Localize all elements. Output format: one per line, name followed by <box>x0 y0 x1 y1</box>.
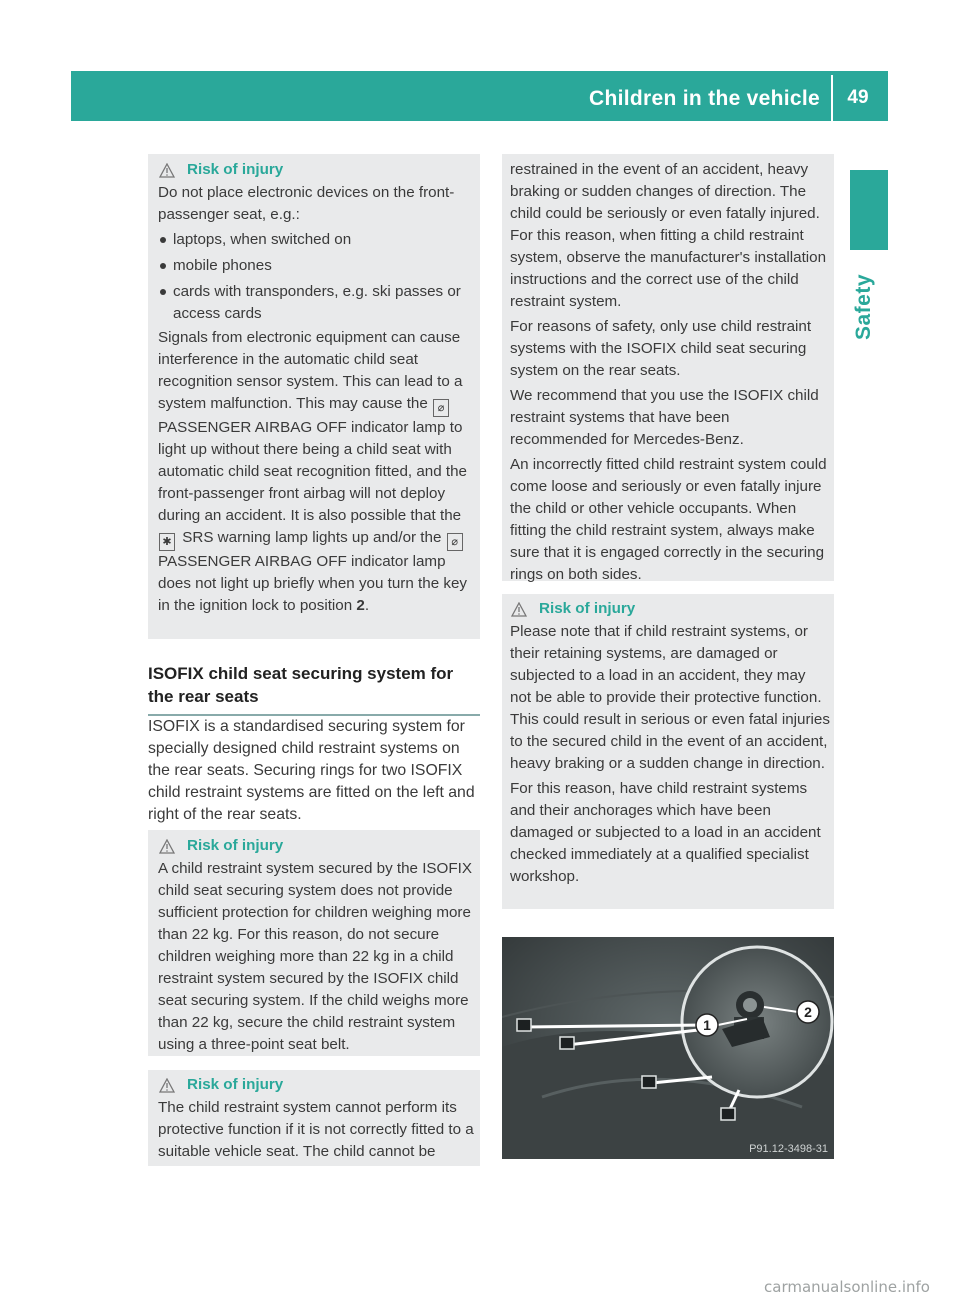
srs-warning-icon: ✱ <box>159 533 175 551</box>
warning-triangle-icon <box>159 839 175 854</box>
warning-text: An incorrectly fitted child restraint system could come loose and seriously or even fatally injure the child or other vehicle occupants. When fitting the child restraint system, always make sure that it is engaged correctly in the securing rings on both sides. <box>510 456 827 583</box>
warning-heading <box>510 598 830 620</box>
warning-text: PASSENGER AIRBAG OFF indicator lamp does not light up briefly when you turn the key in the ignition lock to position <box>158 553 468 614</box>
header-divider <box>831 75 833 121</box>
callout-2: 2 <box>804 1004 812 1020</box>
warning-text: The child restraint system cannot perform its protective function if it is not correctly fitted to a suitable vehicle seat. The child cannot be <box>158 1099 474 1160</box>
section-tab-label: Safety <box>852 273 875 340</box>
list-item: cards with transponders, e.g. ski passes or access cards <box>158 281 476 325</box>
isofix-intro: ISOFIX is a standardised securing system for specially designed child restraint systems on the rear seats. Securing rings for two ISOFIX child restraint systems are fitted on the left and right of the rear seats. <box>148 718 475 823</box>
warning-text: Please note that if child restraint systems, or their retaining systems, are damaged or subjected to a load in an accident, they may not be able to provide their protective function. This could result in serious or even fatal injuries to the secured child in the event of an accident, heavy braking or a sudden change in direction. <box>510 623 830 772</box>
isofix-photo <box>502 937 834 1159</box>
list-item: laptops, when switched on <box>158 229 476 251</box>
warning-title: Risk of injury <box>187 1076 284 1093</box>
warning-triangle-icon <box>159 1078 175 1093</box>
section-title: ISOFIX child seat securing system for the rear seats <box>148 662 480 716</box>
warning-heading <box>158 835 476 857</box>
warning-text: Signals from electronic equipment can cause interference in the automatic child seat recognition sensor system. This can lead to a system malfunction. This may cause the <box>158 329 463 412</box>
warning-text: PASSENGER AIRBAG OFF indicator lamp to light up without there being a child seat with automatic child seat recognition fitted, and the front-passenger front airbag will not deploy during an accident. It is also possible that the <box>158 419 468 524</box>
warning-box-2 <box>148 830 480 1056</box>
list-item: mobile phones <box>158 255 476 277</box>
isofix-rings-illustration <box>502 937 834 1159</box>
warning-text: . <box>364 597 370 614</box>
warning-heading <box>158 159 476 181</box>
figure-code: P91.12-3498-31 <box>749 1143 828 1155</box>
warning-title: Risk of injury <box>539 600 636 617</box>
warning-triangle-icon <box>511 602 527 617</box>
airbag-off-icon: ⌀ <box>447 533 463 551</box>
warning-heading <box>158 1074 476 1096</box>
warning-text: We recommend that you use the ISOFIX child restraint systems that have been recommended for Mercedes-Benz. <box>510 387 819 448</box>
device-list <box>158 229 476 325</box>
warning-box-1 <box>148 154 480 639</box>
warning-title: Risk of injury <box>187 837 284 854</box>
watermark: carmanualsonline.info <box>764 1278 930 1296</box>
warning-title: Risk of injury <box>187 161 284 178</box>
warning-text: A child restraint system secured by the ISOFIX child seat securing system does not provide sufficient protection for children weighing more than 22 kg. For this reason, do not secure children weighing more than 22 kg in a child restraint system secured by the ISOFIX child seat securing system. If the child weighs more than 22 kg, secure the child restraint system using a three-point seat belt. <box>158 860 472 1053</box>
warning-box-4 <box>502 594 834 909</box>
warning-paragraph <box>158 327 476 617</box>
section-tab-marker <box>850 170 888 250</box>
warning-text: For this reason, have child restraint systems and their anchorages which have been damaged or subjected to a load in an accident checked immediately at a qualified specialist workshop. <box>510 780 821 885</box>
warning-box-3 <box>148 1070 480 1166</box>
page-number: 49 <box>847 87 869 108</box>
warning-text: SRS warning lamp lights up and/or the <box>182 529 442 546</box>
ignition-position: 2 <box>356 597 365 614</box>
header-bar <box>71 71 888 121</box>
warning-triangle-icon <box>159 163 175 178</box>
warning-box-continued <box>502 154 834 581</box>
airbag-off-icon: ⌀ <box>433 399 449 417</box>
warning-text: restrained in the event of an accident, heavy braking or sudden changes of direction. The child could be seriously or even fatally injured. For this reason, when fitting a child restraint system, observe the manufacturer's installation instructions and the correct use of the child restraint system. <box>510 161 827 310</box>
page-title: Children in the vehicle <box>589 87 820 110</box>
warning-intro: Do not place electronic devices on the front-passenger seat, e.g.: <box>158 184 455 223</box>
callout-1: 1 <box>703 1017 711 1033</box>
warning-text: For reasons of safety, only use child restraint systems with the ISOFIX child seat securing system on the rear seats. <box>510 318 812 379</box>
